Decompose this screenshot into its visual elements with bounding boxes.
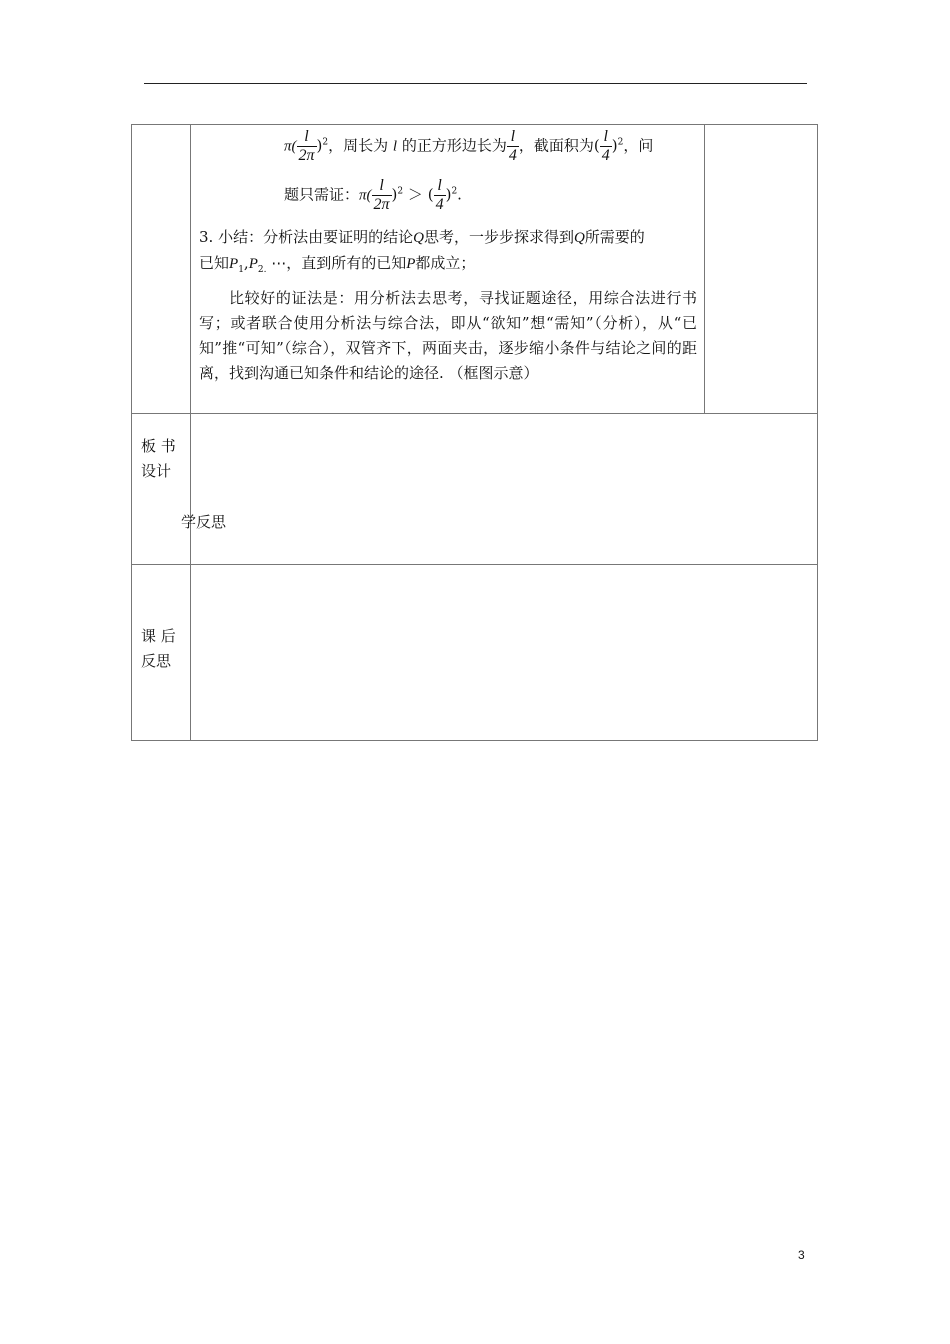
formula-line-2: 题只需证：π( $\frac{l}{2\pi}$ )$^2$ ＞ ( $\frac{l}{4}$ )$^2$. [284, 177, 462, 213]
formula-line-1: π( $\frac{l}{2\pi}$ )$^2$，周长为 l 的正方形边长为 $\frac{l}{4}$ ，截面积为( $\frac{l}{4}$ )$^2$，问 [284, 128, 654, 164]
fraction-l-over-2pi: $\frac{l}{2\pi}$ [298, 128, 315, 164]
fraction-l-over-4-squared: $\frac{l}{4}$ [601, 128, 610, 164]
header-rule [144, 83, 807, 84]
table-col-divider-2 [704, 124, 705, 414]
table-col-divider-1 [190, 124, 191, 741]
board-design-label: 板 书 设计 [141, 437, 176, 480]
page-number: 3 [798, 1248, 805, 1262]
lesson-table [131, 124, 818, 741]
after-class-reflection-label: 课 后 反思 [141, 627, 176, 670]
fraction-l-over-4: $\frac{l}{4}$ [508, 128, 517, 164]
teaching-reflection-text: 学反思 [181, 513, 227, 531]
method-paragraph: 比较好的证法是：用分析法去思考，寻找证题途径，用综合法进行书写；或者联合使用分析法与综合法，即从“欲知”想“需知”（分析），从“已知”推“可知”（综合），双管齐下，两面夹击，逐步缩小条件与结论之间的距离，找到沟通已知条件和结论的途径. （框图示意） [199, 289, 697, 382]
table-row-divider-1 [131, 413, 818, 414]
table-row-divider-2 [131, 564, 818, 565]
summary-paragraph: 3. 小结：分析法由要证明的结论Q思考，一步步探求得到Q所需要的 已知$P_1,P_{2.}$ ⋯，直到所有的已知P都成立； [199, 228, 645, 275]
